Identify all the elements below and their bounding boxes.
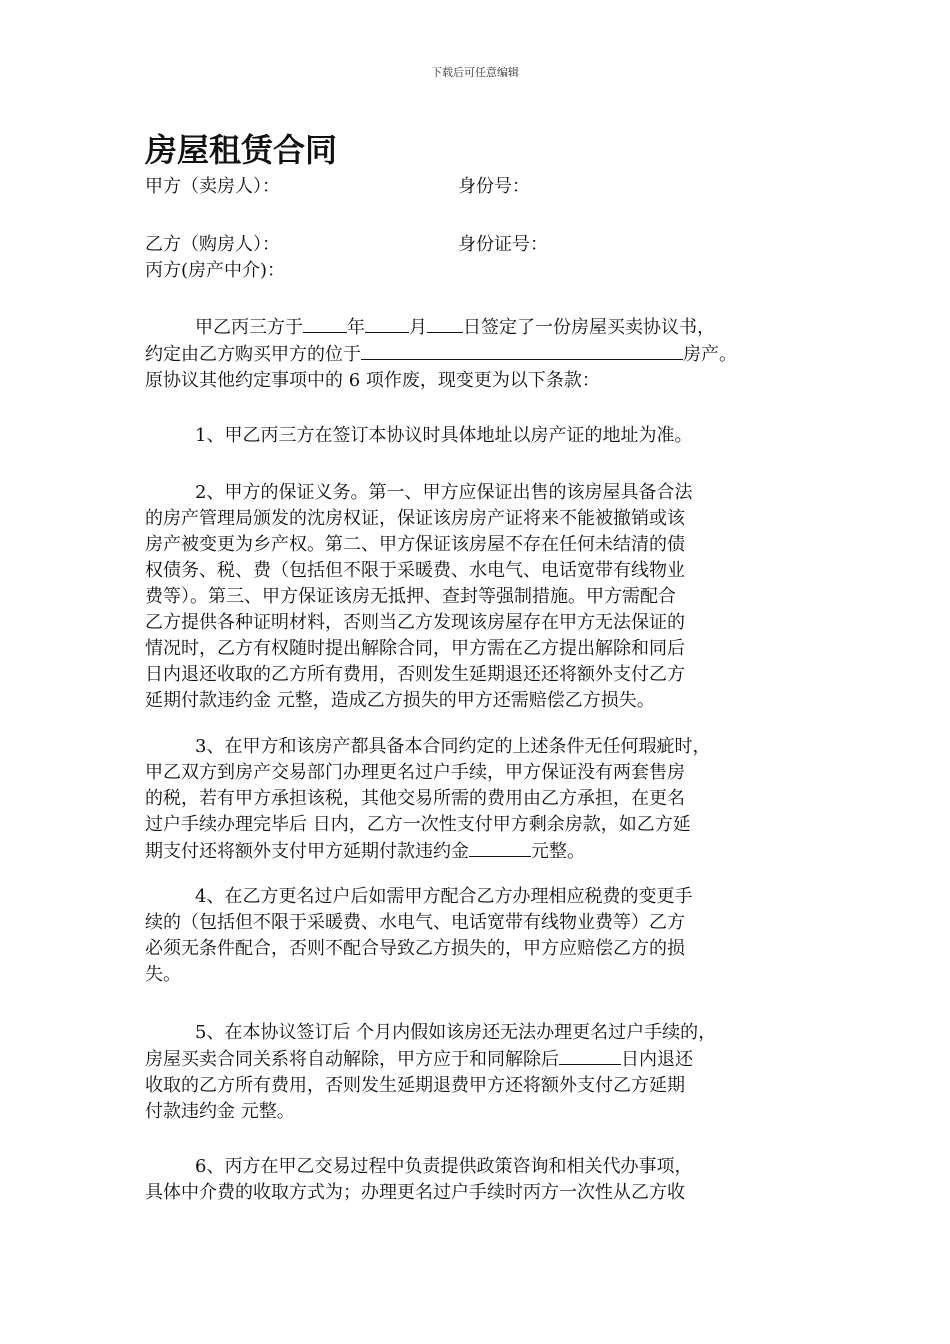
- seller-id-label: 身份号：: [458, 176, 530, 197]
- clause-text: 期支付还将额外支付甲方延期付款违约金: [145, 841, 469, 862]
- clause-line: 6、丙方在甲乙交易过程中负责提供政策咨询和相关代办事项，: [195, 1156, 693, 1177]
- intro-line-3: 原协议其他约定事项中的 6 项作废，现变更为以下条款：: [145, 370, 600, 391]
- day-blank: [427, 314, 463, 333]
- document-title: 房屋租赁合同: [145, 131, 338, 169]
- clause-line: 乙方提供各种证明材料，否则当乙方发现该房屋存在甲方无法保证的: [145, 612, 685, 633]
- page-header-note: 下载后可任意编辑: [431, 66, 519, 79]
- intro-text: 年: [347, 317, 365, 338]
- clause-6: [145, 1154, 805, 1206]
- intro-text: 日签定了一份房屋买卖协议书，: [463, 317, 715, 338]
- clause-line: 必须无条件配合，否则不配合导致乙方损失的，甲方应赔偿乙方的损: [145, 938, 685, 959]
- clause-line: 具体中介费的收取方式为；办理更名过户手续时丙方一次性从乙方收: [145, 1182, 685, 1203]
- intro-line-1: [145, 314, 805, 341]
- intro-line-2: [145, 341, 805, 368]
- clause-line: [145, 838, 805, 865]
- clause-line: 的房产管理局颁发的沈房权证，保证该房房产证将来不能被撤销或该: [145, 508, 685, 529]
- penalty-blank: [469, 838, 531, 857]
- intro-text: 甲乙丙三方于: [195, 317, 303, 338]
- clause-line: 3、在甲方和该房产都具备本合同约定的上述条件无任何瑕疵时，: [195, 736, 711, 757]
- clause-line: 收取的乙方所有费用，否则发生延期退费甲方还将额外支付乙方延期: [145, 1075, 685, 1096]
- clause-line: 权债务、税、费（包括但不限于采暖费、水电气、电话宽带有线物业: [145, 560, 685, 581]
- clause-line: 日内退还收取的乙方所有费用，否则发生延期退还还将额外支付乙方: [145, 664, 685, 685]
- clause-1: [145, 423, 805, 449]
- clause-line: 费等）。第三、甲方保证该房无抵押、查封等强制措施。甲方需配合: [145, 586, 676, 607]
- intro-paragraph: [145, 314, 805, 394]
- clause-line: 2、甲方的保证义务。第一、甲方应保证出售的该房屋具备合法: [195, 482, 693, 503]
- clause-line: 1、甲乙丙三方在签订本协议时具体地址以房产证的地址为准。: [195, 425, 693, 446]
- clause-text: 房屋买卖合同关系将自动解除，甲方应于和同解除后: [145, 1049, 559, 1070]
- clause-line: 失。: [145, 964, 181, 985]
- month-blank: [365, 314, 409, 333]
- clause-3: [145, 734, 805, 865]
- clause-text: 元整。: [531, 841, 585, 862]
- clause-line: 过户手续办理完毕后 日内，乙方一次性支付甲方剩余房款，如乙方延: [145, 814, 691, 835]
- intro-text: 月: [409, 317, 427, 338]
- clause-line: 4、在乙方更名过户后如需甲方配合乙方办理相应税费的变更手: [195, 886, 693, 907]
- clause-line: 情况时，乙方有权随时提出解除合同，甲方需在乙方提出解除和同后: [145, 638, 685, 659]
- intro-text: 房产。: [683, 344, 737, 365]
- clause-line: 的税，若有甲方承担该税，其他交易所需的费用由乙方承担，在更名: [145, 788, 685, 809]
- clause-line: [145, 1046, 805, 1073]
- agent-label: 丙方(房产中介)：: [145, 260, 286, 281]
- clause-5: [145, 1020, 805, 1125]
- seller-label: 甲方（卖房人）：: [145, 176, 280, 197]
- clause-line: 延期付款违约金 元整，造成乙方损失的甲方还需赔偿乙方损失。: [145, 690, 655, 711]
- buyer-id-label: 身份证号：: [458, 234, 548, 255]
- clause-line: 续的（包括但不限于采暖费、水电气、电话宽带有线物业费等）乙方: [145, 912, 685, 933]
- clause-line: 甲乙双方到房产交易部门办理更名过户手续，甲方保证没有两套售房: [145, 762, 685, 783]
- refund-days-blank: [559, 1046, 621, 1065]
- clause-4: [145, 884, 805, 988]
- clause-line: 付款违约金 元整。: [145, 1101, 295, 1122]
- intro-text: 约定由乙方购买甲方的位于: [145, 344, 361, 365]
- clause-line: 房产被变更为乡产权。第二、甲方保证该房屋不存在任何未结清的债: [145, 534, 685, 555]
- clause-2: [145, 480, 805, 714]
- buyer-label: 乙方（购房人）：: [145, 234, 280, 255]
- year-blank: [303, 314, 347, 333]
- address-blank: [361, 341, 683, 360]
- clause-text: 日内退还: [621, 1049, 693, 1070]
- clause-line: 5、在本协议签订后 个月内假如该房还无法办理更名过户手续的，: [195, 1022, 717, 1043]
